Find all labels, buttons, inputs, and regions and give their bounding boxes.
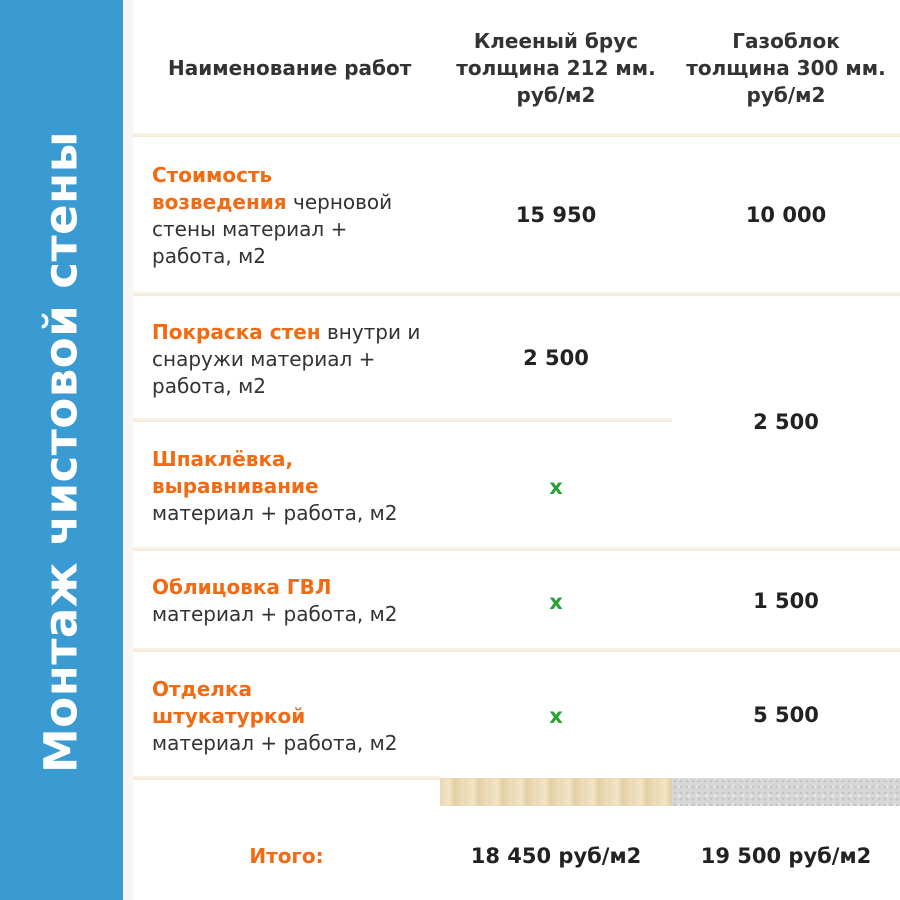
row-value-col2 — [672, 695, 900, 735]
header-col2-line3: руб/м2 — [746, 82, 826, 107]
row-name-text — [152, 676, 397, 757]
aerated-block-texture-swatch — [672, 778, 900, 806]
row-name — [152, 675, 422, 758]
row-divider — [133, 133, 900, 137]
row-name-text — [152, 574, 397, 628]
row-value-col2-text: 10 000 — [745, 203, 827, 227]
row-name — [152, 572, 422, 630]
row-name — [152, 160, 422, 272]
cross-mark: x — [549, 590, 563, 614]
header-col2-line2: толщина 300 мм. — [686, 55, 886, 80]
sidebar-title: Монтаж чистовой стены — [34, 131, 88, 773]
header-col1 — [440, 27, 672, 109]
header-col1-line3: руб/м2 — [516, 82, 596, 107]
header-name — [168, 40, 428, 96]
total-col2 — [672, 836, 900, 876]
row-value-col2-text: 5 500 — [753, 703, 819, 727]
row-value-col1 — [440, 696, 672, 736]
total-col2-text: 19 500 руб/м2 — [700, 844, 872, 868]
row-name-accent: штукатуркой — [152, 704, 306, 728]
row-value-col2-text: 1 500 — [753, 589, 819, 613]
total-col1-text: 18 450 руб/м2 — [470, 844, 642, 868]
row-name-text — [152, 162, 422, 270]
row-value-col1-text: 2 500 — [523, 346, 589, 370]
cross-mark: x — [549, 475, 563, 499]
wood-texture-swatch — [440, 778, 672, 806]
cross-mark: x — [549, 704, 563, 728]
header-name-label: Наименование работ — [168, 55, 412, 80]
header-col1-line2: толщина 212 мм. — [456, 55, 656, 80]
row-name-accent: Стоимость — [152, 163, 273, 187]
row-name-accent: Отделка — [152, 677, 253, 701]
header-col2 — [672, 27, 900, 109]
row-divider — [133, 547, 900, 551]
row-value-col1 — [440, 195, 672, 235]
row-name-accent: Покраска стен — [152, 320, 321, 344]
row-name-rest: материал + работа, м2 — [152, 731, 398, 755]
row-value-col2 — [672, 581, 900, 621]
row-name-text — [152, 446, 397, 527]
header-col2-line1: Газоблок — [732, 28, 840, 53]
row-divider — [133, 648, 900, 652]
total-col1 — [440, 836, 672, 876]
row-name — [152, 318, 422, 401]
row-name-rest: материал + работа, м2 — [152, 501, 398, 525]
row-divider — [133, 292, 900, 296]
sidebar-edge — [123, 0, 133, 900]
row-name-accent: Облицовка ГВЛ — [152, 575, 332, 599]
row-name-accent: выравнивание — [152, 474, 319, 498]
row-name-text — [152, 319, 422, 400]
row-value-col2-merged — [672, 402, 900, 442]
row-name-rest: материал + работа, м2 — [152, 602, 398, 626]
row-value-col2-text: 2 500 — [753, 410, 819, 434]
row-divider — [133, 776, 440, 780]
total-label-text: Итого: — [249, 844, 324, 868]
row-value-col1-text: 15 950 — [515, 203, 597, 227]
row-name-rest: внутри и снаружи материал + работа, м2 — [152, 320, 421, 398]
row-value-col2 — [672, 195, 900, 235]
row-value-col1 — [440, 582, 672, 622]
row-name-accent: возведения — [152, 190, 287, 214]
row-name — [152, 445, 422, 528]
row-name-rest: черновой стены материал + работа, м2 — [152, 190, 393, 268]
row-value-col1 — [440, 338, 672, 378]
sidebar — [0, 0, 123, 900]
row-name-accent: Шпаклёвка, — [152, 447, 294, 471]
row-value-col1 — [440, 467, 672, 507]
total-label — [133, 836, 440, 876]
row-divider — [133, 418, 672, 422]
header-col1-line1: Клееный брус — [473, 28, 639, 53]
